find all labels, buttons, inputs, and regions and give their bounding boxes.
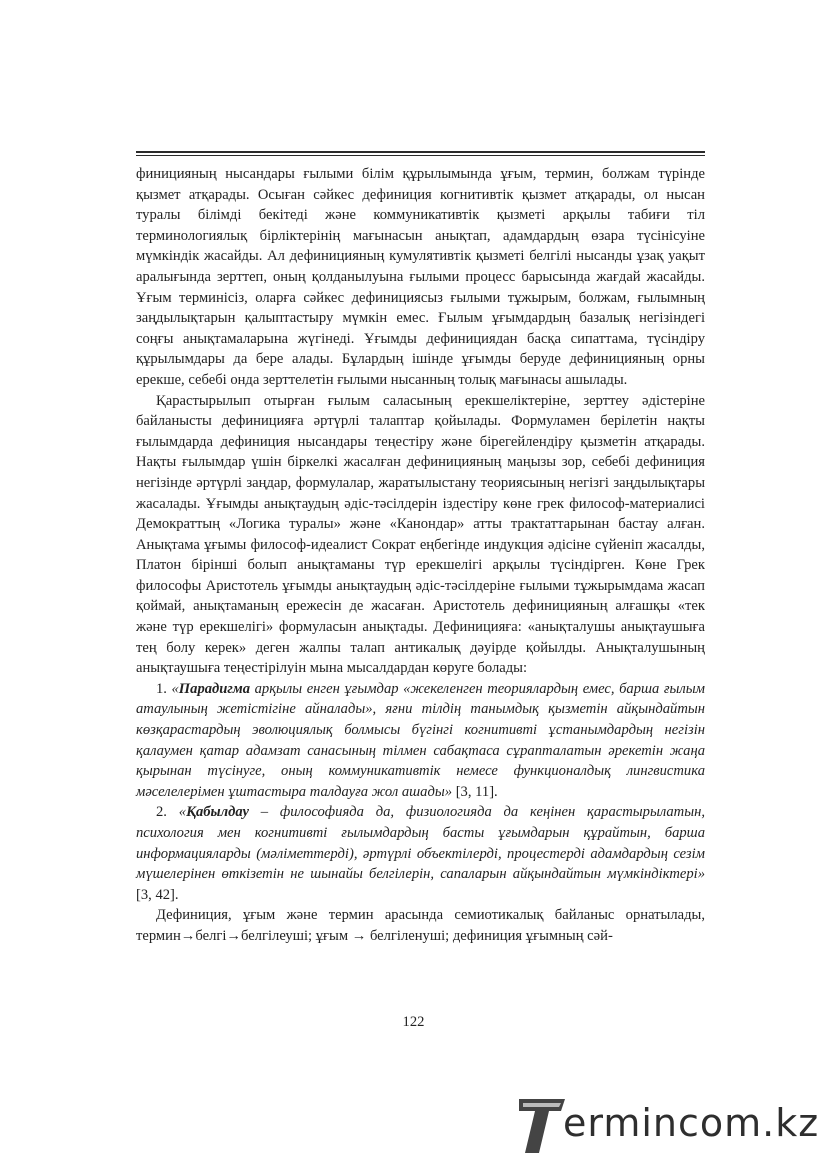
item-number: 1. xyxy=(156,680,167,697)
item-reference: [3, 42]. xyxy=(136,886,179,903)
item-number: 2. xyxy=(156,804,167,821)
quote-mark: « xyxy=(171,680,179,697)
item-body: арқылы енген ұғымдар «жекеленген теориялардың емес, барша ғылым атаулының жетістігіне айналады», яғни тілдің танымдық қызметін айқындайтын көзқарастардың эволюциялық болмысы бүгінгі когнитивті ұстанымдардың негізін қалаумен қатар адамзат санасының тілмен сабақтаса сұрапталатын әрекетін жаңа қырынан түсінуге, оның коммуникативтік немесе функционалдық лингвистика мәселелерімен ұштастыра талдауға жол ашады» xyxy=(136,680,705,800)
header-rule-thin xyxy=(136,155,705,156)
item-term: Парадигма xyxy=(178,680,251,697)
logo-wordmark: ermincom.kz xyxy=(563,1101,820,1145)
item-body: – философияда да, физиологияда да кеңінен қарастырылатын, психология мен когнитивті ғылымдардың басты ұғымдарын құрайтын, барша информацияларды (мәліметтерді), әртүрлі объектілерді, процестерді адамдардың сезім мүшелерінен өткізетін не шынайы белгілерін, сапаларын айқындайтын мүмкіндіктері» xyxy=(136,804,705,883)
page-number: 122 xyxy=(402,1014,425,1030)
logo-t-icon xyxy=(517,1095,569,1155)
list-item-2 xyxy=(136,802,705,905)
body-text xyxy=(136,164,705,947)
item-reference: [3, 11]. xyxy=(452,783,498,800)
paragraph-1: финицияның нысандары ғылыми білім құрылымында ұғым, термин, болжам түрінде қызмет атқарады. Осыған сәйкес дефиниция когнитивтік қызмет атқарады, ол нысан туралы білімді бекітеді және коммуникативтік қызметі арқылы табиғи тіл терминологиялық бірліктерінің мағынасын анықтап, адамдардың өзара түсінісуіне мүмкіндік жасайды. Ал дефиницияның кумулятивтік қызметі белгілі нысанды ұзақ уақыт аралығында зерттеп, оның қолданылуына ғылыми процесс барысында жағдай жасайды. Ұғым терминісіз, оларға сәйкес дефинициясыз ғылыми тұжырым, болжам, ғылымның заңдылықтарын қалыптастыру мүмкін емес. Ғылым ұғымдардың базалық негізіндегі соңғы анықтамаларына жүгінеді. Ұғымды дефинициядан басқа сипаттама, түсіндіру құрылымдары да бере алады. Бұлардың ішінде ұғымды беруде дефиницияның орны ерекше, себебі онда зерттелетін ғылыми нысанның толық мағынасы ашылады. xyxy=(136,166,705,388)
item-term: Қабылдау xyxy=(186,804,249,821)
list-item-1 xyxy=(136,679,705,803)
quote-mark: « xyxy=(178,804,187,821)
header-rule-thick xyxy=(136,151,705,153)
terminkom-logo xyxy=(517,1095,820,1155)
paragraph-closing: Дефиниция, ұғым және термин арасында семиотикалық байланыс орнатылады, термин→белгі→белгілеуші; ұғым → белгіленуші; дефиниция ұғымның сәй- xyxy=(136,907,705,944)
paragraph-2: Қарастырылып отырған ғылым саласының ерекшеліктеріне, зерттеу әдістеріне байланысты дефиницияға әртүрлі талаптар қойылады. Формуламен берілетін нақты ғылымдарда дефиниция нысандары теңестіру және бірегейлендіру қызметін атқарады. Нақты ғылымдар үшін біркелкі жасалған дефиницияның маңызы зор, себебі дефиниция негізінде әртүрлі заңдар, формулалар, жаратылыстану теориясының негізгі заңдылықтары жасалады. Ұғымды анықтаудың әдіс-тәсілдерін іздестіру көне грек философ-материалисі Демократтың «Логика туралы» және «Канондар» атты трактаттарынан бастау алған. Анықтама ұғымы философ-идеалист Сократ еңбегінде индукция әдісіне сүйеніп жасалды, Платон бірінші болып анықтаманы түр ерекшелігі арқылы түсіндірген. Көне Грек философы Аристотель ұғымды анықтаудың әдіс-тәсілдеріне ғылыми тұжырымдама жасап қоймай, анықтаманың ережесін де жасаған. Аристотель дефиницияның алғашқы «тек және түр ерекшелігі» формуласын анықтады. Дефиницияға: «анықталушы анықтаушыға тең болу керек» деген жалпы талап антикалық дәуірде қойылды. Анықталушының анықтаушыға теңестірілуін мына мысалдардан көруге болады: xyxy=(136,392,705,677)
